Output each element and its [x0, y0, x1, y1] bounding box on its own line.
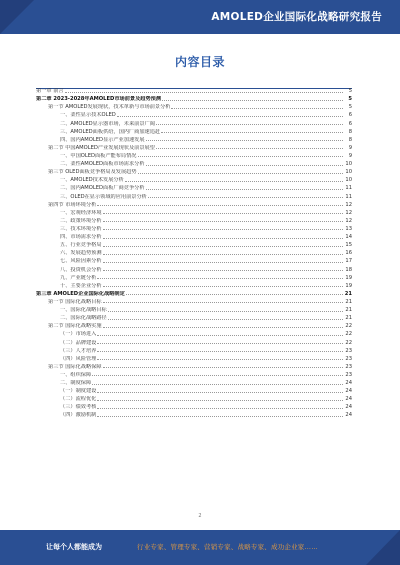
toc-entry-page: 19 [345, 282, 352, 289]
toc-entry-page: 21 [345, 298, 352, 305]
toc-entry-page: 24 [345, 388, 352, 395]
toc-entry[interactable] [36, 86, 352, 94]
toc-entry[interactable] [36, 410, 352, 418]
toc-dot-leader [103, 229, 343, 230]
toc-entry-label: 六、发展趋势预测 [60, 250, 102, 257]
toc-entry-label: 第三节 国际化战略保障 [48, 363, 102, 370]
toc-dot-leader [103, 302, 343, 303]
toc-entry-label: 十、主要企业分析 [60, 282, 102, 289]
toc-dot-leader [156, 124, 343, 125]
toc-entry-page: 10 [345, 169, 352, 176]
toc-entry-page: 9 [348, 152, 352, 159]
toc-entry[interactable] [36, 159, 352, 167]
toc-dot-leader [126, 294, 343, 295]
page-number: 2 [198, 513, 202, 519]
toc-entry-page: 13 [345, 225, 352, 232]
toc-entry-page: 17 [345, 258, 352, 265]
toc-dot-leader [156, 148, 343, 149]
toc-entry[interactable] [36, 346, 352, 354]
toc-entry-label: 五、行业竞争格局 [60, 242, 102, 249]
toc-entry[interactable] [36, 394, 352, 402]
toc-entry-label: 第一节 AMOLED发展现状，技术革新与市场前景分析 [48, 104, 171, 111]
toc-entry[interactable] [36, 191, 352, 199]
toc-entry[interactable] [36, 329, 352, 337]
toc-entry-label: 七、风险因素分析 [60, 258, 102, 265]
toc-entry-label: 第二节 中国AMOLED产业发展现状及前景展望 [48, 144, 155, 151]
toc-dot-leader [108, 319, 343, 320]
toc-entry-page: 22 [345, 331, 352, 338]
toc-dot-leader [103, 213, 343, 214]
toc-entry-label: 一、组织保障 [60, 371, 92, 378]
toc-dot-leader [171, 108, 343, 109]
toc-entry-page: 10 [345, 161, 352, 168]
toc-entry[interactable] [36, 256, 352, 264]
toc-entry[interactable] [36, 289, 352, 297]
toc-dot-leader [97, 359, 343, 360]
toc-entry-label: 二、柔性AMOLED面板市场需求分析 [60, 161, 145, 168]
toc-entry-page: 16 [345, 250, 352, 257]
toc-dot-leader [162, 100, 343, 101]
toc-dot-leader [103, 367, 343, 368]
footer-roles: 行业专家、管理专家、营销专家、战略专家、成功企业家…… [137, 543, 318, 551]
toc-entry[interactable] [36, 135, 352, 143]
toc-entry-page: 11 [345, 193, 352, 200]
toc-dot-leader [103, 270, 343, 271]
toc-entry-label: 第一节 国际化战略目标 [48, 298, 102, 305]
table-of-contents [36, 86, 352, 418]
toc-entry-label: （四）激励机制 [60, 412, 97, 419]
toc-entry[interactable] [36, 183, 352, 191]
toc-dot-leader [97, 278, 343, 279]
toc-entry-label: 第三节 OLED面板竞争格局及发展趋势 [48, 169, 137, 176]
toc-heading: 内容目录 [174, 55, 225, 69]
toc-entry-page: 8 [348, 136, 352, 143]
toc-dot-leader [117, 116, 343, 117]
toc-entry[interactable] [36, 273, 352, 281]
toc-entry[interactable] [36, 313, 352, 321]
toc-dot-leader [103, 286, 343, 287]
toc-entry-page: 23 [345, 347, 352, 354]
toc-dot-leader [146, 165, 343, 166]
toc-entry-page: 22 [345, 339, 352, 346]
toc-entry[interactable] [36, 305, 352, 313]
toc-entry-page: 18 [345, 266, 352, 273]
toc-dot-leader [97, 343, 343, 344]
toc-entry-page: 11 [345, 185, 352, 192]
toc-entry[interactable] [36, 94, 352, 102]
toc-entry-page: 22 [345, 323, 352, 330]
toc-entry-label: （三）绩效考核 [60, 404, 97, 411]
toc-dot-leader [97, 351, 343, 352]
toc-entry-label: 第三章 AMOLED企业国际化战略制定 [36, 290, 125, 297]
toc-entry-page: 12 [345, 217, 352, 224]
toc-dot-leader [97, 400, 343, 401]
toc-entry[interactable] [36, 264, 352, 272]
toc-entry-label: 二、制度保障 [60, 380, 92, 387]
toc-entry-label: 二、国内AMOLED面板厂商竞争分析 [60, 185, 145, 192]
toc-entry-label: 三、AMOLED面板供给，国内厂商加速追赶 [60, 128, 161, 135]
toc-entry[interactable] [36, 143, 352, 151]
toc-entry-label: （三）人才培养 [60, 347, 97, 354]
toc-entry-label: 三、OLED在显示领域的应用前景分析 [60, 193, 147, 200]
toc-entry-page: 23 [345, 371, 352, 378]
toc-entry[interactable] [36, 216, 352, 224]
toc-entry-label: 第二节 国际化战略实施 [48, 323, 102, 330]
toc-entry[interactable] [36, 297, 352, 305]
toc-entry-label: （二）品牌建设 [60, 339, 97, 346]
toc-entry[interactable] [36, 240, 352, 248]
toc-dot-leader [97, 335, 343, 336]
toc-entry-page: 21 [345, 315, 352, 322]
toc-entry-page: 21 [344, 290, 352, 297]
toc-entry[interactable] [36, 118, 352, 126]
toc-entry-page: 5 [348, 96, 352, 103]
page-header-band [0, 0, 400, 34]
toc-entry-label: 二、国际化战略路径 [60, 315, 107, 322]
toc-dot-leader [65, 92, 343, 93]
toc-entry-page: 23 [345, 363, 352, 370]
toc-entry[interactable] [36, 370, 352, 378]
toc-entry-page: 9 [348, 144, 352, 151]
toc-dot-leader [138, 173, 343, 174]
report-title: AMOLED企业国际化战略研究报告 [211, 11, 382, 23]
toc-entry[interactable] [36, 362, 352, 370]
toc-dot-leader [146, 140, 343, 141]
toc-entry-page: 10 [345, 177, 352, 184]
toc-entry-page: 19 [345, 274, 352, 281]
toc-entry-label: 八、投资机会分析 [60, 266, 102, 273]
toc-entry-page: 24 [345, 380, 352, 387]
toc-dot-leader [103, 221, 343, 222]
toc-entry[interactable] [36, 337, 352, 345]
toc-entry[interactable] [36, 378, 352, 386]
toc-dot-leader [103, 238, 343, 239]
toc-entry[interactable] [36, 208, 352, 216]
toc-dot-leader [92, 384, 343, 385]
toc-entry[interactable] [36, 402, 352, 410]
toc-entry-page: 24 [345, 404, 352, 411]
toc-entry[interactable] [36, 281, 352, 289]
toc-entry[interactable] [36, 167, 352, 175]
toc-entry-label: （一）市场进入 [60, 331, 97, 338]
toc-entry-label: 九、产业链分析 [60, 274, 97, 281]
toc-dot-leader [103, 254, 343, 255]
toc-dot-leader [92, 375, 343, 376]
toc-entry[interactable] [36, 248, 352, 256]
footer-slogan: 让每个人都能成为 [46, 543, 102, 551]
toc-entry-page: 24 [345, 412, 352, 419]
toc-entry-label: 四、市场需求分析 [60, 234, 102, 241]
toc-entry[interactable] [36, 110, 352, 118]
toc-dot-leader [103, 327, 343, 328]
toc-entry-label: 第四节 市场环境分析 [48, 201, 97, 208]
toc-entry-label: （二）流程优化 [60, 396, 97, 403]
toc-entry[interactable] [36, 354, 352, 362]
toc-dot-leader [125, 181, 343, 182]
toc-entry-page: 5 [348, 88, 352, 95]
toc-entry[interactable] [36, 232, 352, 240]
toc-dot-leader [103, 246, 343, 247]
toc-entry-page: 24 [345, 396, 352, 403]
toc-entry[interactable] [36, 102, 352, 110]
toc-entry-label: 一、宏观经济环境 [60, 209, 102, 216]
toc-entry-label: （一）制度建设 [60, 388, 97, 395]
toc-entry-page: 8 [348, 128, 352, 135]
toc-entry[interactable] [36, 175, 352, 183]
page-footer-band [0, 530, 400, 565]
toc-dot-leader [103, 262, 343, 263]
toc-dot-leader [138, 156, 344, 157]
toc-entry-label: 二、AMOLED显示器市场，未来前景广阔 [60, 120, 155, 127]
toc-dot-leader [97, 392, 343, 393]
toc-dot-leader [108, 311, 343, 312]
toc-entry-page: 12 [345, 201, 352, 208]
toc-entry-page: 23 [345, 355, 352, 362]
toc-entry[interactable] [36, 224, 352, 232]
toc-entry-page: 5 [348, 104, 352, 111]
toc-entry-page: 21 [345, 307, 352, 314]
toc-dot-leader [97, 416, 343, 417]
toc-dot-leader [97, 205, 343, 206]
toc-entry-label: 一、AMOLED技术发展分析 [60, 177, 124, 184]
toc-entry[interactable] [36, 151, 352, 159]
toc-entry-page: 14 [345, 234, 352, 241]
toc-entry[interactable] [36, 127, 352, 135]
toc-entry-label: 二、政策环境分析 [60, 217, 102, 224]
toc-dot-leader [148, 197, 343, 198]
toc-entry-page: 6 [348, 112, 352, 119]
toc-entry-label: 一、柔性显示技术OLED [60, 112, 116, 119]
toc-dot-leader [146, 189, 343, 190]
toc-entry-label: 一、中国OLED面板产能布局情况 [60, 152, 137, 159]
toc-entry-page: 15 [345, 242, 352, 249]
toc-entry[interactable] [36, 386, 352, 394]
toc-entry[interactable] [36, 321, 352, 329]
toc-entry-label: 四、国内AMOLED显示产业加速发展 [60, 136, 145, 143]
toc-entry-page: 12 [345, 209, 352, 216]
toc-entry-label: 三、技术环境分析 [60, 225, 102, 232]
toc-entry-label: （四）风险管理 [60, 355, 97, 362]
toc-entry-label: 第一章 前言 [36, 88, 64, 95]
toc-entry-page: 6 [348, 120, 352, 127]
toc-entry-label: 一、国际化战略目标 [60, 307, 107, 314]
toc-entry[interactable] [36, 200, 352, 208]
toc-dot-leader [161, 132, 343, 133]
toc-dot-leader [97, 408, 343, 409]
toc-entry-label: 第二章 2023-2028年AMOLED市场前景及趋势预测 [36, 96, 162, 103]
